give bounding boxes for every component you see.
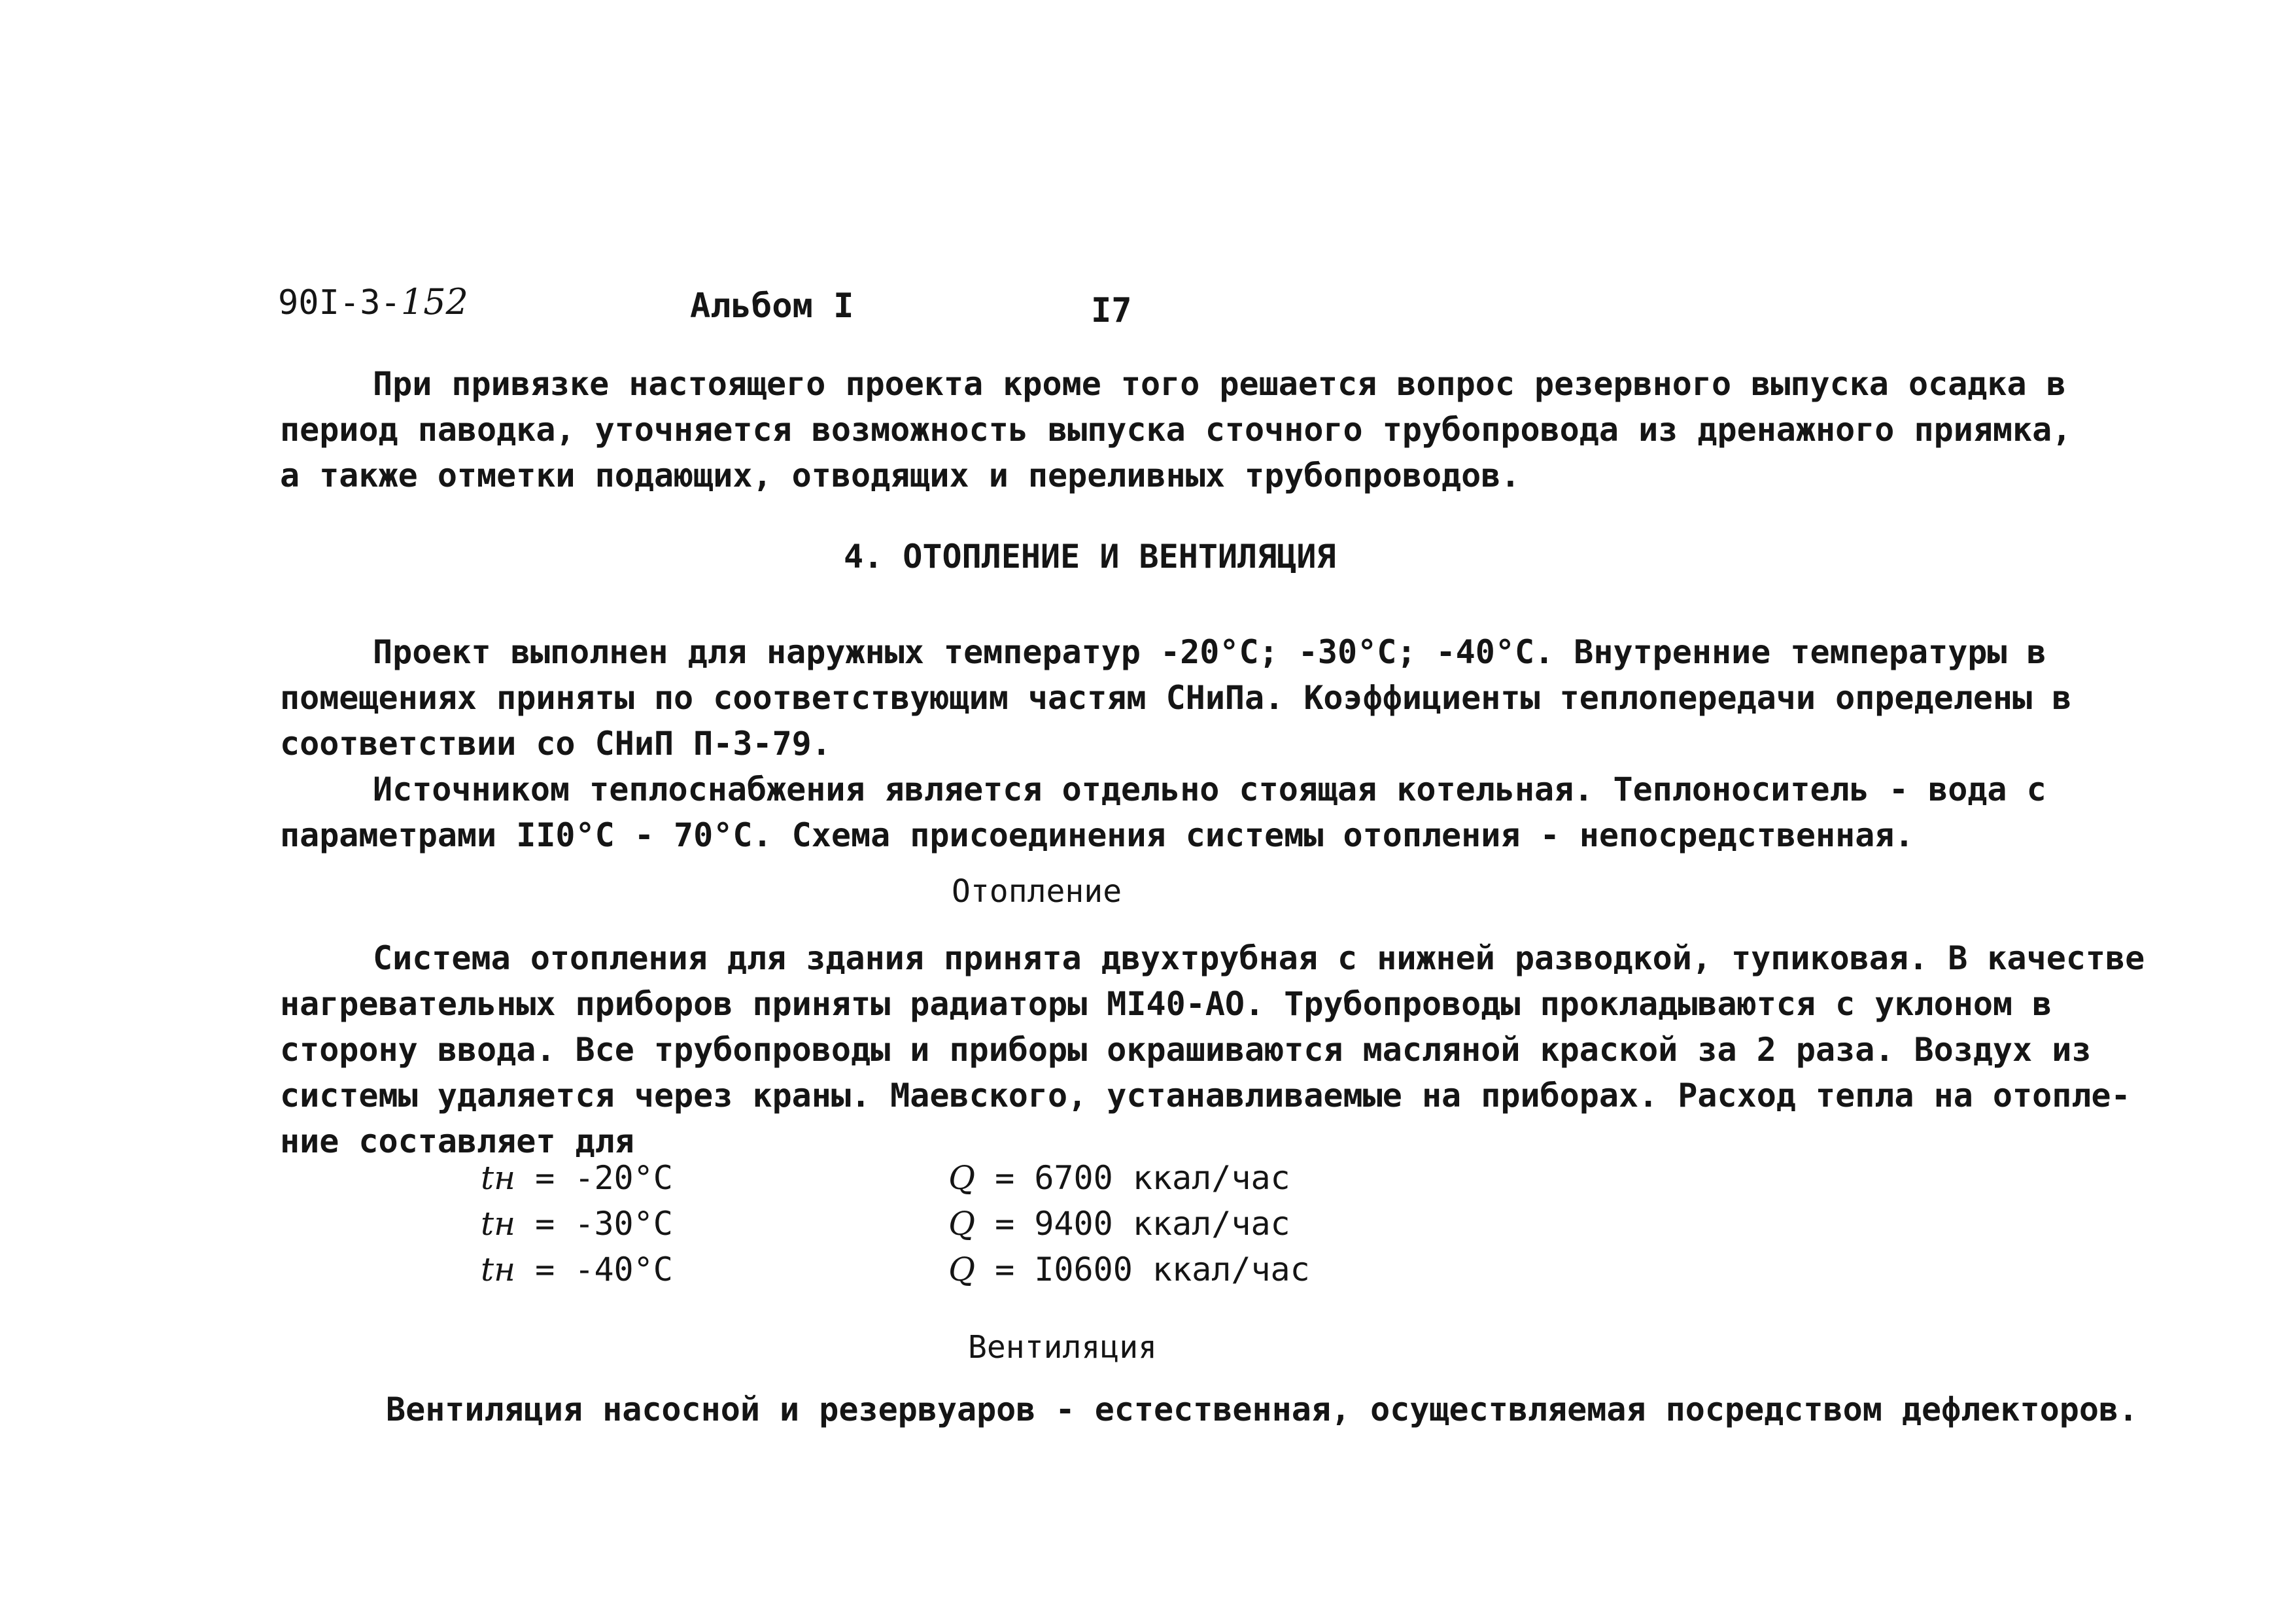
- heating-line-4: системы удаляется через краны. Маевского, устанавливаемые на приборах. Расход тепла на отопле-: [280, 1077, 2131, 1114]
- document-code-printed: 90I-3-: [278, 283, 401, 322]
- project-line-2: помещениях приняты по соответствующим частям СНиПа. Коэффициенты теплопередачи определены в: [280, 679, 2072, 717]
- source-line-1: Источником теплоснабжения является отдельно стоящая котельная. Теплоноситель - вода с: [373, 770, 2046, 808]
- heating-line-1: Система отопления для здания принята двухтрубная с нижней разводкой, тупиковая. В качестве: [373, 939, 2145, 977]
- temperature-symbol: tн: [481, 1251, 516, 1288]
- source-line-2: параметрами II0°С - 70°С. Схема присоединения системы отопления - непосредственная.: [280, 816, 1914, 854]
- document-code-handwritten: 152: [400, 281, 468, 322]
- temperature-row-2: [481, 1205, 673, 1243]
- album-label: Альбом I: [690, 286, 854, 326]
- heat-symbol: Q: [948, 1205, 975, 1243]
- page-number: I7: [1091, 291, 1132, 330]
- section-title: 4. ОТОПЛЕНИЕ И ВЕНТИЛЯЦИЯ: [844, 538, 1336, 576]
- project-line-1: Проект выполнен для наружных температур -20°С; -30°С; -40°С. Внутренние температуры в: [373, 633, 2046, 671]
- temperature-symbol: tн: [481, 1205, 516, 1243]
- heat-value: = I0600 ккал/час: [995, 1251, 1310, 1288]
- ventilation-title: Вентиляция: [968, 1329, 1157, 1366]
- temperature-symbol: tн: [481, 1159, 516, 1197]
- temperature-value: = -30°С: [535, 1205, 673, 1243]
- temperature-row-1: [481, 1159, 673, 1197]
- heating-title: Отопление: [952, 873, 1122, 910]
- heat-value: = 9400 ккал/час: [995, 1205, 1290, 1243]
- heat-row-1: [948, 1159, 1290, 1197]
- heat-symbol: Q: [948, 1251, 975, 1288]
- heating-line-5: ние составляет для: [280, 1122, 634, 1160]
- intro-line-2: период паводка, уточняется возможность выпуска сточного трубопровода из дренажного приямка,: [280, 411, 2072, 449]
- heating-line-2: нагревательных приборов приняты радиаторы МI40-АО. Трубопроводы прокладываются с уклоном в: [280, 985, 2052, 1023]
- heat-row-3: [948, 1251, 1310, 1288]
- heating-line-3: сторону ввода. Все трубопроводы и приборы окрашиваются масляной краской за 2 раза. Воздух из: [280, 1031, 2092, 1069]
- temperature-value: = -40°С: [535, 1251, 673, 1288]
- temperature-value: = -20°С: [535, 1159, 673, 1197]
- ventilation-text: Вентиляция насосной и резервуаров - естественная, осуществляемая посредством дефлекторов.: [386, 1391, 2139, 1428]
- temperature-row-3: [481, 1251, 673, 1288]
- intro-line-1: При привязке настоящего проекта кроме того решается вопрос резервного выпуска осадка в: [373, 365, 2066, 403]
- heat-row-2: [948, 1205, 1290, 1243]
- heat-value: = 6700 ккал/час: [995, 1159, 1290, 1197]
- heat-symbol: Q: [948, 1159, 975, 1197]
- intro-line-3: а также отметки подающих, отводящих и переливных трубопроводов.: [280, 457, 1521, 494]
- document-code: [278, 281, 468, 322]
- project-line-3: соответствии со СНиП П-3-79.: [280, 725, 831, 763]
